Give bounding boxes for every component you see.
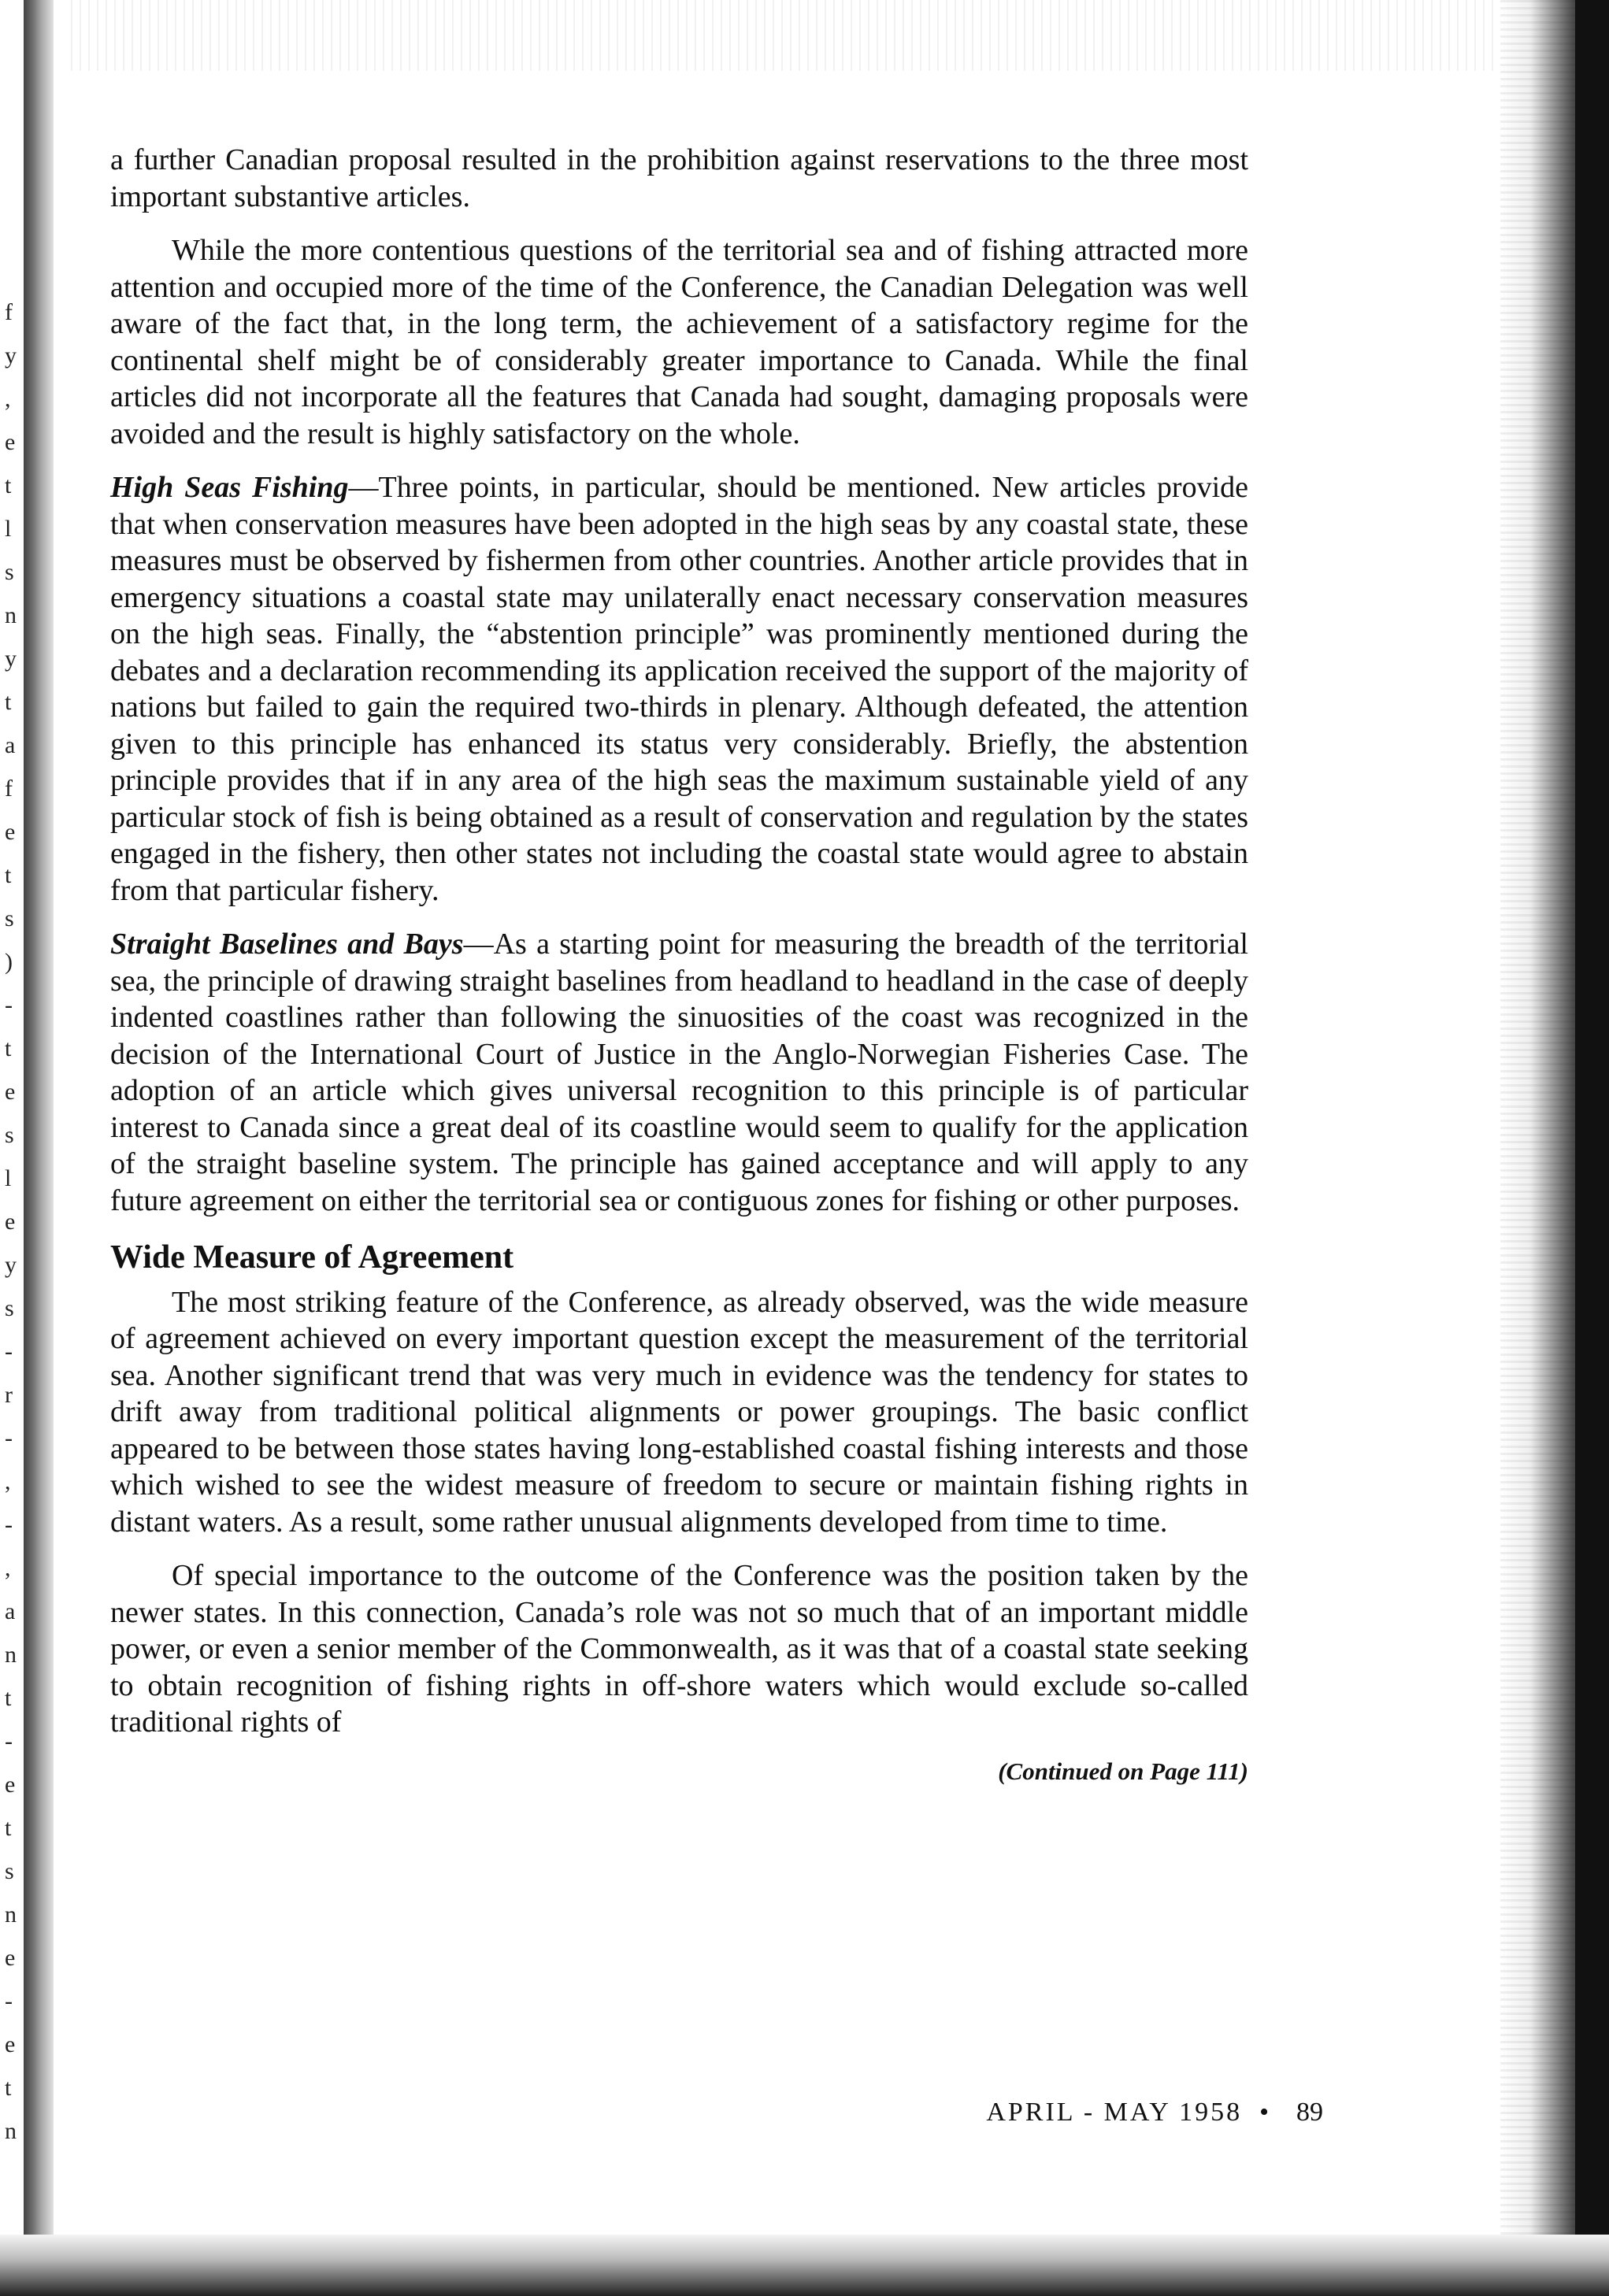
margin-fragment: y bbox=[5, 1252, 17, 1278]
margin-fragment: t bbox=[5, 1685, 12, 1711]
margin-fragment: t bbox=[5, 862, 12, 888]
margin-fragment: t bbox=[5, 2075, 12, 2101]
margin-fragment: e bbox=[5, 1772, 16, 1798]
scan-edge-right bbox=[1500, 0, 1575, 2296]
margin-fragment: y bbox=[5, 343, 17, 368]
run-in-heading: Straight Baselines and Bays bbox=[110, 928, 464, 961]
paragraph bbox=[110, 926, 1248, 1219]
margin-fragment: s bbox=[5, 559, 14, 585]
run-in-heading: High Seas Fishing bbox=[110, 471, 349, 504]
margin-fragment: s bbox=[5, 905, 14, 931]
issue-date: APRIL - MAY 1958 bbox=[986, 2098, 1243, 2127]
paragraph-text: —Three points, in particular, should be mentioned. New articles provide that when conservation measures have been adopted in the high seas by any coastal state, these measures must be observed by fishermen from other countries. Another article provides that in emergency situations a coastal state may unilaterally enact necessary conservation measures on the high seas. Finally, the “abstention principle” was prominently mentioned during the debates and a declaration recommending its application received the support of the majority of nations but failed to gain the required two-thirds in plenary. Although defeated, the attention given to this principle has enhanced its status very considerably. Briefly, the abstention principle provides that if in any area of the high seas the maximum sustainable yield of any particular stock of fish is being obtained as a result of conservation and regulation by the states engaged in the fishery, then other states not including the coastal state would agree to abstain from that particular fishery. bbox=[110, 471, 1248, 907]
margin-fragment: e bbox=[5, 819, 16, 845]
margin-fragment: n bbox=[5, 602, 17, 628]
margin-fragment: ) bbox=[5, 949, 13, 975]
margin-fragment: s bbox=[5, 1858, 14, 1884]
margin-fragment: - bbox=[5, 1339, 13, 1365]
margin-fragment: - bbox=[5, 1728, 13, 1754]
page-footer bbox=[866, 2098, 1323, 2128]
margin-fragment: t bbox=[5, 689, 12, 715]
paragraph bbox=[110, 469, 1248, 909]
margin-fragment: n bbox=[5, 1642, 17, 1668]
page-number: 89 bbox=[1296, 2098, 1323, 2127]
section-heading: Wide Measure of Agreement bbox=[110, 1239, 514, 1276]
article-body bbox=[110, 142, 1248, 1790]
paragraph: a further Canadian proposal resulted in the prohibition against reservations to the three most important substantive articles. bbox=[110, 143, 1248, 213]
margin-fragment: n bbox=[5, 2118, 17, 2144]
margin-fragment: e bbox=[5, 2031, 16, 2057]
margin-fragment: n bbox=[5, 1902, 17, 1928]
margin-fragment: t bbox=[5, 1035, 12, 1061]
margin-fragment: - bbox=[5, 1512, 13, 1538]
binding-shadow bbox=[24, 0, 54, 2296]
margin-fragment: s bbox=[5, 1122, 14, 1148]
left-margin-bleed bbox=[0, 0, 24, 2296]
margin-fragment: , bbox=[5, 386, 11, 412]
margin-fragment: e bbox=[5, 1079, 16, 1105]
scan-noise-top bbox=[71, 0, 1496, 71]
margin-fragment: - bbox=[5, 992, 13, 1018]
paragraph: Of special importance to the outcome of the Conference was the position taken by the newer states. In this connection, Canada’s role was not so much that of an important middle power, or even a senior member of the Commonwealth, as it was that of a coastal state seeking to obtain recognition of fishing rights in off-shore waters which would exclude so-called traditional rights of bbox=[110, 1559, 1248, 1739]
margin-fragment: t bbox=[5, 472, 12, 498]
margin-fragment: t bbox=[5, 1815, 12, 1841]
margin-fragment: l bbox=[5, 1165, 12, 1191]
margin-fragment: a bbox=[5, 1598, 16, 1624]
margin-fragment: , bbox=[5, 1555, 11, 1581]
footer-separator: • bbox=[1259, 2098, 1271, 2127]
margin-fragment: f bbox=[5, 776, 13, 802]
margin-fragment: - bbox=[5, 1425, 13, 1451]
margin-fragment: e bbox=[5, 429, 16, 455]
paragraph: While the more contentious questions of the territorial sea and of fishing attracted more attention and occupied more of the time of the Conference, the Canadian Delegation was well aware of the fact that, in the long term, the achievement of a satisfactory regime for the continental shelf might be of considerably greater importance to Canada. While the final articles did not incorporate all the features that Canada had sought, damaging proposals were avoided and the result is highly satisfactory on the whole. bbox=[110, 234, 1248, 450]
margin-fragment: f bbox=[5, 299, 13, 325]
scan-border-right bbox=[1575, 0, 1609, 2296]
margin-fragment: - bbox=[5, 1988, 13, 2014]
margin-fragment: e bbox=[5, 1945, 16, 1971]
paragraph-text: —As a starting point for measuring the breadth of the territorial sea, the principle of drawing straight baselines from headland to headland in the case of deeply indented coastlines rather than following the sinuosities of the coast was recognized in the decision of the International Court of Justice in the Anglo-Norwegian Fisheries Case. The adoption of an article which gives universal recognition to this principle is of particular interest to Canada since a great deal of its coastline would seem to qualify for the application of the straight baseline system. The principle has gained acceptance and will apply to any future agreement on either the territorial sea or contiguous zones for fishing or other purposes. bbox=[110, 928, 1248, 1217]
continued-note: (Continued on Page 111) bbox=[998, 1757, 1248, 1785]
margin-fragment: a bbox=[5, 732, 16, 758]
scan-edge-bottom bbox=[0, 2235, 1609, 2296]
margin-fragment: s bbox=[5, 1295, 14, 1321]
margin-fragment: y bbox=[5, 646, 17, 672]
margin-fragment: r bbox=[5, 1382, 13, 1408]
margin-fragment: l bbox=[5, 516, 12, 542]
margin-fragment: e bbox=[5, 1209, 16, 1235]
margin-fragment: , bbox=[5, 1468, 11, 1494]
paragraph: The most striking feature of the Conference, as already observed, was the wide measure of agreement achieved on every important question except the measurement of the territorial sea. Another significant trend that was very much in evidence was the tendency for states to drift away from traditional political alignments or power groupings. The basic conflict appeared to be between those states having long-established coastal fishing interests and those which wished to see the widest measure of freedom to secure or maintain fishing rights in distant waters. As a result, some rather unusual alignments developed from time to time. bbox=[110, 1285, 1248, 1539]
